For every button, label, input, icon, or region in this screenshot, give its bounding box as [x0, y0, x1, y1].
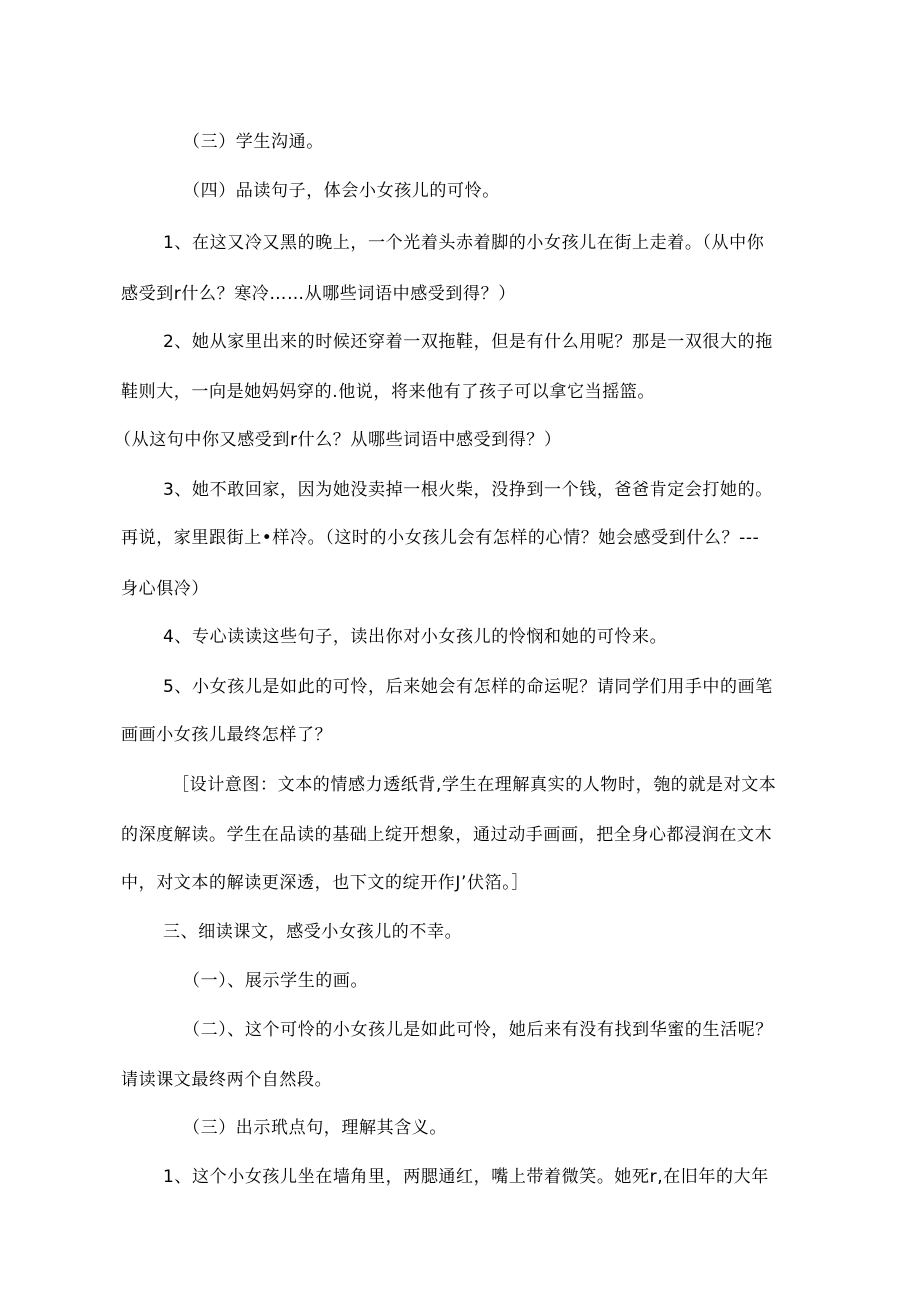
design-intent-line: ［设计意图：文本的情感力透纸背,学生在理解真实的人物时，匏的就是对文本 — [172, 775, 777, 795]
paragraph-line: 鞋则大，一向是她妈妈穿的.他说，将来他有了孩子可以拿它当摇篮。 — [121, 382, 656, 402]
paragraph-line: 感受到r什么？寒冷……从哪些词语中感受到得？） — [121, 284, 516, 304]
subheading-line: （二）、这个可怜的小女孩儿是如此可怜，她后来有没有找到华蜜的生活呢？ — [183, 1020, 773, 1040]
paragraph-line: 请读课文最终两个自然段。 — [121, 1070, 333, 1090]
paragraph-line: 1、这个小女孩儿坐在墙角里，两腮通红，嘴上带着微笑。她死r,在旧年的大年 — [163, 1167, 769, 1187]
design-intent-line: 的深度解读。学生在品读的基础上绽开想象，通过动手画画，把全身心都浸润在文木 — [121, 825, 773, 845]
paragraph-line: 画画小女孩儿最终怎样了？ — [121, 725, 333, 745]
paragraph-line: 再说，家里跟街上•样冷。（这时的小女孩儿会有怎样的心情？她会感受到什么？--- — [121, 528, 760, 548]
paragraph-line: 5、小女孩儿是如此的可怜，后来她会有怎样的命运呢？请同学们用手中的画笔 — [163, 677, 773, 697]
paragraph-line: （从这句中你又感受到r什么？从哪些词语中感受到得？） — [114, 430, 562, 450]
subheading-line: （三）出示玳点句，理解其含义。 — [183, 1118, 447, 1138]
paragraph-line: 身心俱冷） — [121, 579, 209, 599]
paragraph-line: 2、她从家里出来的时候还穿着一双拖鞋，但是有什么用呢？那是一双很大的拖 — [163, 332, 773, 352]
heading-student-communication: （三）学生沟通。 — [183, 132, 324, 152]
paragraph-line: 1、在这又冷又黑的晚上，一个光着头赤着脚的小女孩儿在街上走着。（从中你 — [163, 233, 765, 253]
paragraph-line: 3、她不敢回家，因为她没卖掉一根火柴，没挣到一个钱，爸爸肯定会打她的。 — [163, 480, 773, 500]
section-heading: 三、细读课文，感受小女孩儿的不幸。 — [163, 922, 463, 942]
paragraph-line: 4、专心读读这些句子，读出你对小女孩儿的怜悯和她的可怜来。 — [163, 627, 668, 647]
design-intent-line: 中，对文本的解读更深透，也下文的绽开作J’伏箔。］ — [121, 873, 529, 893]
heading-read-sentences: （四）品读句子，体会小女孩儿的可怜。 — [183, 181, 500, 201]
subheading-line: （一）、展示学生的画。 — [183, 971, 369, 991]
